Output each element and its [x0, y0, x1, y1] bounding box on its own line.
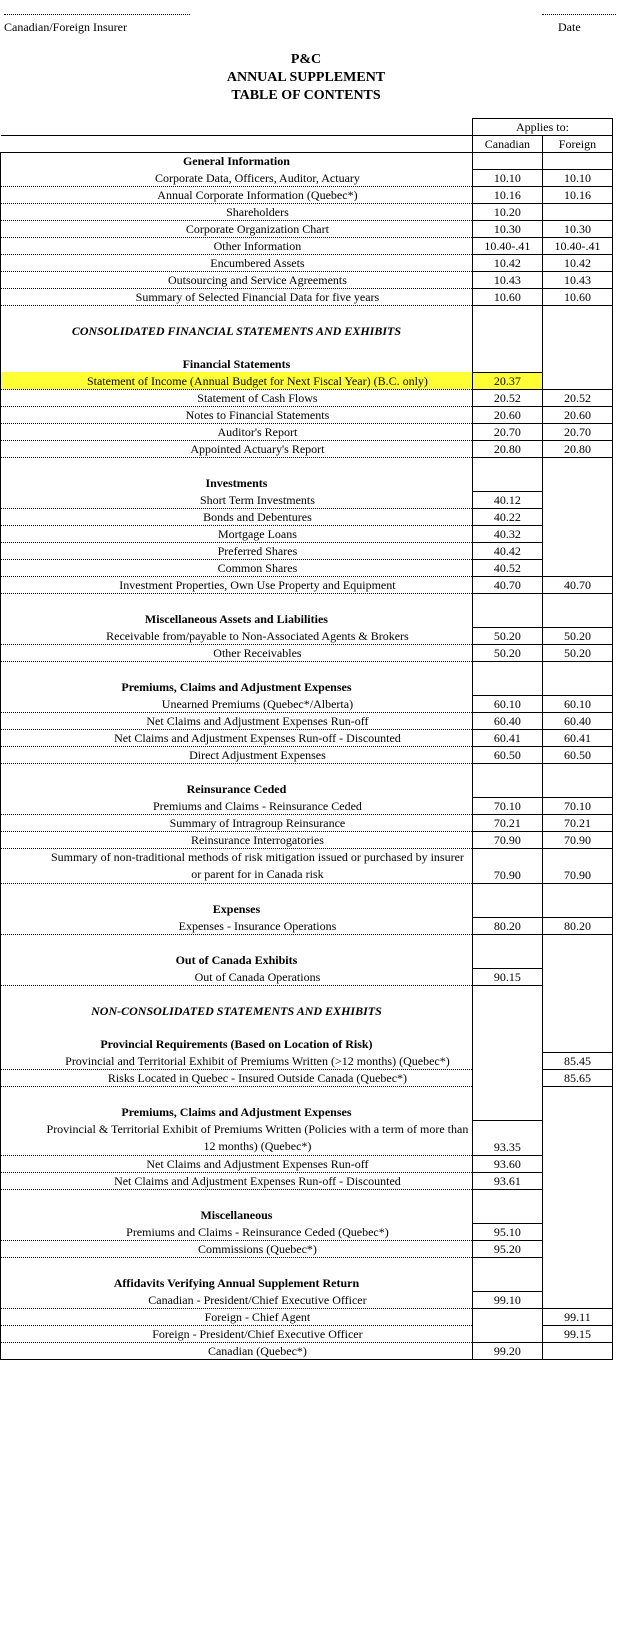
- table-row: [1, 1155, 613, 1172]
- canadian-form-number: 70.21: [472, 814, 542, 831]
- canadian-form-number: 20.60: [472, 406, 542, 423]
- foreign-form-number: [542, 1155, 612, 1172]
- canadian-form-number: 20.70: [472, 423, 542, 440]
- canadian-form-number: 10.40-.41: [472, 237, 542, 254]
- table-row: [1, 1342, 613, 1359]
- item-label: Statement of Cash Flows: [1, 389, 473, 406]
- table-row: [1, 576, 613, 593]
- canadian-form-number: 10.10: [472, 169, 542, 186]
- item-label: Premiums and Claims - Reinsurance Ceded: [1, 797, 473, 814]
- canadian-form-number: 95.20: [472, 1240, 542, 1257]
- group-heading-row: [1, 1207, 613, 1224]
- canadian-form-number: 60.40: [472, 712, 542, 729]
- foreign-form-number: 20.52: [542, 389, 612, 406]
- table-row: [1, 186, 613, 203]
- date-label: Date: [558, 20, 581, 34]
- item-label: Canadian - President/Chief Executive Officer: [1, 1291, 473, 1308]
- item-label: Receivable from/payable to Non-Associated Agents & Brokers: [1, 627, 473, 644]
- table-row: [1, 831, 613, 848]
- title-line-2: ANNUAL SUPPLEMENT: [226, 70, 386, 85]
- group-heading: Financial Statements: [1, 356, 473, 373]
- canadian-form-number: [472, 1069, 542, 1086]
- group-heading: Premiums, Claims and Adjustment Expenses: [1, 679, 473, 696]
- group-heading: Investments: [1, 475, 473, 492]
- foreign-form-number: [542, 968, 612, 985]
- foreign-form-number: [542, 1172, 612, 1189]
- foreign-form-number: 70.90: [542, 831, 612, 848]
- item-label: Shareholders: [1, 203, 473, 220]
- group-heading-row: [1, 356, 613, 373]
- item-label: Appointed Actuary's Report: [1, 440, 473, 457]
- group-heading-row: [1, 152, 613, 169]
- table-row: [1, 525, 613, 542]
- table-row: [1, 1069, 613, 1086]
- foreign-form-number: [542, 1240, 612, 1257]
- canadian-form-number: 93.61: [472, 1172, 542, 1189]
- item-label: Corporate Data, Officers, Auditor, Actuary: [1, 169, 473, 186]
- group-heading: General Information: [1, 152, 473, 169]
- foreign-form-number: 10.16: [542, 186, 612, 203]
- table-row: [1, 203, 613, 220]
- table-row: [1, 508, 613, 525]
- table-row: [1, 389, 613, 406]
- table-row: [1, 542, 613, 559]
- table-row: [1, 627, 613, 644]
- date-signature-line: [542, 14, 616, 15]
- foreign-form-number: 10.60: [542, 288, 612, 305]
- group-heading-row: [1, 1036, 613, 1053]
- item-label: Annual Corporate Information (Quebec*): [1, 186, 473, 203]
- canadian-form-number: 60.50: [472, 746, 542, 763]
- table-row: [1, 254, 613, 271]
- foreign-form-number: 85.65: [542, 1069, 612, 1086]
- spacer-row: [1, 1257, 613, 1275]
- canadian-form-number: 70.90: [472, 831, 542, 848]
- table-row: [1, 271, 613, 288]
- canadian-form-number: 10.42: [472, 254, 542, 271]
- group-heading: Reinsurance Ceded: [1, 781, 473, 798]
- section-title: NON-CONSOLIDATED STATEMENTS AND EXHIBITS: [1, 1003, 473, 1019]
- canadian-form-number: 60.10: [472, 695, 542, 712]
- group-heading: Affidavits Verifying Annual Supplement Return: [1, 1275, 473, 1292]
- spacer-row: [1, 934, 613, 952]
- spacer-row: [1, 339, 613, 356]
- table-row: [1, 423, 613, 440]
- table-row: [1, 968, 613, 985]
- item-label: Common Shares: [1, 559, 473, 576]
- foreign-form-number: [542, 559, 612, 576]
- applies-to-header: Applies to:: [472, 119, 612, 136]
- item-label: Risks Located in Quebec - Insured Outside Canada (Quebec*): [1, 1069, 473, 1086]
- group-heading-row: [1, 611, 613, 628]
- foreign-form-number: 60.50: [542, 746, 612, 763]
- table-row: [1, 1172, 613, 1189]
- item-label: Mortgage Loans: [1, 525, 473, 542]
- item-label: Other Receivables: [1, 644, 473, 661]
- item-label: Net Claims and Adjustment Expenses Run-off: [1, 712, 473, 729]
- foreign-form-number: [542, 1120, 612, 1155]
- canadian-form-number: 93.35: [472, 1120, 542, 1155]
- item-label: Preferred Shares: [1, 542, 473, 559]
- canadian-form-number: 10.20: [472, 203, 542, 220]
- canadian-form-number: 80.20: [472, 917, 542, 934]
- table-row: [1, 1308, 613, 1325]
- item-label: Commissions (Quebec*): [1, 1240, 473, 1257]
- canadian-form-number: 70.10: [472, 797, 542, 814]
- foreign-form-number: 70.21: [542, 814, 612, 831]
- table-row: [1, 917, 613, 934]
- item-label: Auditor's Report: [1, 423, 473, 440]
- canadian-form-number: 99.10: [472, 1291, 542, 1308]
- spacer-row: [1, 883, 613, 901]
- table-row: [1, 169, 613, 186]
- item-label: Foreign - President/Chief Executive Officer: [1, 1325, 473, 1342]
- item-label: Unearned Premiums (Quebec*/Alberta): [1, 695, 473, 712]
- table-row: [1, 746, 613, 763]
- section-title: CONSOLIDATED FINANCIAL STATEMENTS AND EXHIBITS: [1, 323, 473, 339]
- canadian-form-number: [472, 1052, 542, 1069]
- item-label: Provincial and Territorial Exhibit of Premiums Written (>12 months) (Quebec*): [1, 1052, 473, 1069]
- canadian-form-number: 50.20: [472, 644, 542, 661]
- table-row: [1, 237, 613, 254]
- canadian-form-number: 50.20: [472, 627, 542, 644]
- item-label: Notes to Financial Statements: [1, 406, 473, 423]
- foreign-column-header: Foreign: [542, 135, 612, 152]
- table-row: [1, 797, 613, 814]
- group-heading: Out of Canada Exhibits: [1, 952, 473, 969]
- group-heading: Miscellaneous: [1, 1207, 473, 1224]
- foreign-form-number: [542, 542, 612, 559]
- foreign-form-number: 40.70: [542, 576, 612, 593]
- item-label: Expenses - Insurance Operations: [1, 917, 473, 934]
- canadian-form-number: 40.52: [472, 559, 542, 576]
- foreign-form-number: 60.40: [542, 712, 612, 729]
- table-row: [1, 440, 613, 457]
- group-heading-row: [1, 952, 613, 969]
- insurer-label: Canadian/Foreign Insurer: [4, 20, 127, 34]
- table-row: [1, 220, 613, 237]
- foreign-form-number: 60.41: [542, 729, 612, 746]
- table-row: [1, 491, 613, 508]
- foreign-form-number: 99.11: [542, 1308, 612, 1325]
- item-label: Out of Canada Operations: [1, 968, 473, 985]
- title-line-3: TABLE OF CONTENTS: [231, 88, 381, 103]
- foreign-form-number: [542, 372, 612, 389]
- applies-to-row: [1, 119, 613, 136]
- canadian-form-number: 40.22: [472, 508, 542, 525]
- foreign-form-number: 70.90: [542, 848, 612, 883]
- spacer-row: [1, 1189, 613, 1207]
- foreign-form-number: 70.10: [542, 797, 612, 814]
- table-row: [1, 406, 613, 423]
- foreign-form-number: 80.20: [542, 917, 612, 934]
- item-label: Statement of Income (Annual Budget for Next Fiscal Year) (B.C. only): [1, 372, 473, 389]
- table-row: [1, 848, 613, 883]
- table-row: [1, 644, 613, 661]
- item-label: Other Information: [1, 237, 473, 254]
- group-heading-row: [1, 1275, 613, 1292]
- foreign-form-number: [542, 203, 612, 220]
- canadian-form-number: [472, 1325, 542, 1342]
- spacer-row: [1, 661, 613, 679]
- foreign-form-number: [542, 1223, 612, 1240]
- table-row: [1, 1052, 613, 1069]
- item-label: Canadian (Quebec*): [1, 1342, 473, 1359]
- canadian-form-number: 10.16: [472, 186, 542, 203]
- canadian-form-number: 90.15: [472, 968, 542, 985]
- item-label: Encumbered Assets: [1, 254, 473, 271]
- canadian-form-number: 40.32: [472, 525, 542, 542]
- foreign-form-number: 99.15: [542, 1325, 612, 1342]
- canadian-form-number: 10.30: [472, 220, 542, 237]
- spacer-row: [1, 763, 613, 781]
- foreign-form-number: [542, 1291, 612, 1308]
- group-heading: Miscellaneous Assets and Liabilities: [1, 611, 473, 628]
- spacer-row: [1, 1019, 613, 1036]
- group-heading: Provincial Requirements (Based on Location of Risk): [1, 1036, 473, 1053]
- table-of-contents: [0, 118, 613, 1360]
- canadian-form-number: 99.20: [472, 1342, 542, 1359]
- canadian-form-number: 40.42: [472, 542, 542, 559]
- group-heading-row: [1, 679, 613, 696]
- spacer-row: [1, 593, 613, 611]
- item-label: Foreign - Chief Agent: [1, 1308, 473, 1325]
- spacer-row: [1, 457, 613, 475]
- canadian-form-number: 20.52: [472, 389, 542, 406]
- canadian-form-number: 10.60: [472, 288, 542, 305]
- table-row: [1, 712, 613, 729]
- foreign-form-number: [542, 1342, 612, 1359]
- insurer-signature-line: [4, 14, 190, 15]
- canadian-column-header: Canadian: [472, 135, 542, 152]
- item-label: Provincial & Territorial Exhibit of Premiums Written (Policies with a term of more than 12 months) (Quebec*): [1, 1120, 473, 1155]
- table-row: [1, 559, 613, 576]
- item-label: Direct Adjustment Expenses: [1, 746, 473, 763]
- spacer-row: [1, 305, 613, 323]
- table-row: [1, 695, 613, 712]
- item-label: Summary of non-traditional methods of risk mitigation issued or purchased by insurer or parent for in Canada risk: [1, 848, 473, 883]
- foreign-form-number: 10.42: [542, 254, 612, 271]
- canadian-form-number: 20.80: [472, 440, 542, 457]
- group-heading-row: [1, 781, 613, 798]
- item-label: Corporate Organization Chart: [1, 220, 473, 237]
- item-label: Short Term Investments: [1, 491, 473, 508]
- item-label: Summary of Intragroup Reinsurance: [1, 814, 473, 831]
- foreign-form-number: [542, 525, 612, 542]
- item-label: Net Claims and Adjustment Expenses Run-off - Discounted: [1, 729, 473, 746]
- foreign-form-number: [542, 508, 612, 525]
- foreign-form-number: 20.80: [542, 440, 612, 457]
- group-heading: Premiums, Claims and Adjustment Expenses: [1, 1104, 473, 1121]
- item-label: Net Claims and Adjustment Expenses Run-off: [1, 1155, 473, 1172]
- item-label: Summary of Selected Financial Data for five years: [1, 288, 473, 305]
- canadian-form-number: 40.70: [472, 576, 542, 593]
- spacer-row: [1, 985, 613, 1003]
- item-label: Net Claims and Adjustment Expenses Run-off - Discounted: [1, 1172, 473, 1189]
- table-row: [1, 814, 613, 831]
- title-line-1: P&C: [290, 52, 322, 67]
- foreign-form-number: 10.30: [542, 220, 612, 237]
- canadian-form-number: [472, 1308, 542, 1325]
- item-label: Premiums and Claims - Reinsurance Ceded (Quebec*): [1, 1223, 473, 1240]
- foreign-form-number: 20.70: [542, 423, 612, 440]
- foreign-form-number: 10.40-.41: [542, 237, 612, 254]
- item-label: Outsourcing and Service Agreements: [1, 271, 473, 288]
- canadian-form-number: 40.12: [472, 491, 542, 508]
- table-row: [1, 1325, 613, 1342]
- foreign-form-number: 10.43: [542, 271, 612, 288]
- spacer-row: [1, 1086, 613, 1104]
- item-label: Bonds and Debentures: [1, 508, 473, 525]
- table-row: [1, 288, 613, 305]
- foreign-form-number: [542, 491, 612, 508]
- column-header-row: [1, 135, 613, 152]
- group-heading-row: [1, 901, 613, 918]
- table-row: [1, 1120, 613, 1155]
- section-title-row: [1, 1003, 613, 1019]
- canadian-form-number: 60.41: [472, 729, 542, 746]
- table-row: [1, 729, 613, 746]
- canadian-form-number: 10.43: [472, 271, 542, 288]
- foreign-form-number: 85.45: [542, 1052, 612, 1069]
- item-label: Reinsurance Interrogatories: [1, 831, 473, 848]
- table-row: [1, 1291, 613, 1308]
- foreign-form-number: 50.20: [542, 644, 612, 661]
- table-row: [1, 372, 613, 389]
- canadian-form-number: 20.37: [472, 372, 542, 389]
- item-label: Investment Properties, Own Use Property and Equipment: [1, 576, 473, 593]
- section-title-row: [1, 323, 613, 339]
- group-heading: Expenses: [1, 901, 473, 918]
- foreign-form-number: 60.10: [542, 695, 612, 712]
- foreign-form-number: 50.20: [542, 627, 612, 644]
- canadian-form-number: 70.90: [472, 848, 542, 883]
- group-heading-row: [1, 1104, 613, 1121]
- table-row: [1, 1223, 613, 1240]
- group-heading-row: [1, 475, 613, 492]
- canadian-form-number: 93.60: [472, 1155, 542, 1172]
- table-row: [1, 1240, 613, 1257]
- foreign-form-number: 20.60: [542, 406, 612, 423]
- foreign-form-number: 10.10: [542, 169, 612, 186]
- canadian-form-number: 95.10: [472, 1223, 542, 1240]
